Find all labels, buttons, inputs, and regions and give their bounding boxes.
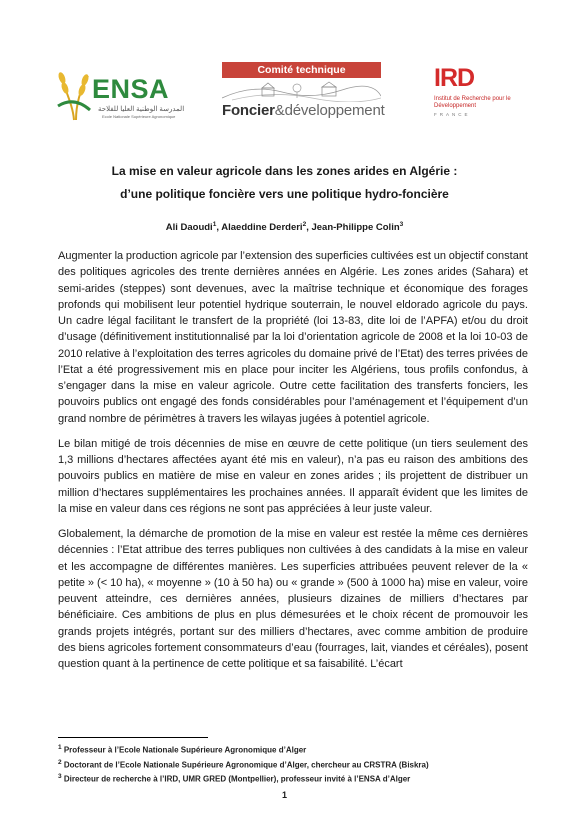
footnote — [58, 742, 429, 757]
footnote-mark: 1 — [58, 744, 62, 751]
ensa-name: ENSA — [92, 74, 170, 104]
footnote-mark: 2 — [58, 758, 62, 766]
landscape-illustration — [222, 78, 381, 102]
comite-title-light: &développement — [274, 102, 385, 119]
wheat-icon — [54, 66, 94, 122]
ird-mark: IRD — [434, 64, 475, 92]
comite-title-bold: Foncier — [222, 102, 275, 119]
ensa-logo — [54, 66, 185, 126]
document-title-line-1: La mise en valeur agricole dans les zones arides en Algérie : — [111, 164, 458, 178]
footnote-mark: 3 — [58, 773, 62, 781]
author-list — [0, 221, 569, 233]
comite-foncier-logo — [222, 62, 385, 119]
footnote-divider — [58, 737, 208, 738]
footnote-text: Directeur de recherche à l’IRD, UMR GRED (Montpellier), professeur invité à l’ENSA d’Alger — [61, 774, 411, 784]
ird-subtitle: Institut de Recherche pour le Développement — [434, 96, 511, 109]
author-separator: , — [306, 222, 312, 234]
footnotes — [58, 742, 429, 786]
author-name: Jean-Philippe Colin — [311, 222, 400, 234]
ird-logo — [434, 64, 524, 117]
footnote-mark: 3 — [399, 221, 404, 228]
footnote-mark: 1 — [212, 221, 217, 228]
footnote — [58, 757, 429, 772]
footnote — [58, 771, 429, 786]
page-number: 1 — [281, 790, 287, 800]
ensa-arabic-name: المدرسة الوطنية العليا للفلاحة — [98, 106, 185, 113]
body-paragraph: Le bilan mitigé de trois décennies de mise en œuvre de cette politique (un tiers seulement des 1,3 millions d’hectares affectées ayant été mis en valeur), n’a pas eu raison des ambitions des pouvoirs publics en matière de mise en valeur en zones arides ; ils projettent de distribuer un million d’hectares supplémentaires les prochaines années. Il apparaît évident que les limites de la mise en valeur dans ces régions ne sont pas appréciées à leur juste valeur. — [58, 437, 528, 515]
ird-country: FRANCE — [434, 112, 471, 117]
document-title-line-2: d’une politique foncière vers une politique hydro-foncière — [120, 187, 449, 201]
author-name: Ali Daoudi — [165, 222, 213, 234]
ensa-subtitle: Ecole Nationale Supérieure Agronomique — [102, 114, 176, 119]
body-paragraph: Augmenter la production agricole par l’extension des superficies cultivées est un objectif constant des politiques agricoles des trente dernières années en Algérie. Les zones arides (Sahara) et semi-arides (steppes) sont devenues, avec la maîtrise technique et économique des forages profonds qui mobilisent leur potentiel hydrique souterrain, le nouvel eldorado agricole du pays. Un cadre légal facilitant le transfert de la propriété (loi 13-83, dite loi de l’APFA) et/ou du droit d’usage (définitivement institutionnalisé par la loi d’orientation agricole de 2008 et la loi 10-03 de 2010 relative à l’exploitation des terres agricoles du domaine privé de l’Etat) des terres privées de l’Etat a été progressivement mis en place pour inciter les Algériens, tous profils confondus, à s’engager dans la mise en valeur agricole. Outre cette facilitation des transferts fonciers, les pouvoirs publics ont engagé des fonds considérables pour l’aménagement et l’équipement d’un grand nombre de périmètres à travers les wilayas jugées à potentiel agricole. — [58, 250, 528, 425]
comite-banner: Comité technique — [222, 62, 381, 78]
footnote-text: Professeur à l’Ecole Nationale Supérieure Agronomique d’Alger — [61, 745, 307, 755]
comite-title — [222, 102, 385, 119]
author-separator: , — [216, 222, 222, 234]
header-logos — [0, 62, 569, 132]
footnote-mark: 2 — [302, 221, 307, 228]
document-body — [58, 248, 528, 681]
author-name: Alaeddine Derderi — [221, 222, 303, 234]
body-paragraph: Globalement, la démarche de promotion de la mise en valeur est restée la même ces dernières décennies : l’Etat attribue des terres publiques non cultivées à des candidats à la mise en valeur et les accompagne de différentes manières. Les superficies attribuées peuvent relever de la « petite » (< 10 ha), « moyenne » (10 à 50 ha) ou « grande » (500 à 1000 ha) mise en valeur, voire peuvent atteindre, ces dernières années, plusieurs dizaines de milliers d’hectares par bénéficiaire. Ces ambitions de plus en plus démesurées et le choix récent de promouvoir les grands projets intégrés, portant sur des milliers d’hectares, avec comme ambition de produire des biens agricoles fortement consommateurs d’eau (fourrages, lait, viandes et céréales), posent question quant à la pertinence de cette politique et sa faisabilité. L’écart — [58, 528, 528, 670]
footnote-text: Doctorant de l’Ecole Nationale Supérieure Agronomique d’Alger, chercheur au CRSTRA (Biskra) — [61, 760, 429, 770]
